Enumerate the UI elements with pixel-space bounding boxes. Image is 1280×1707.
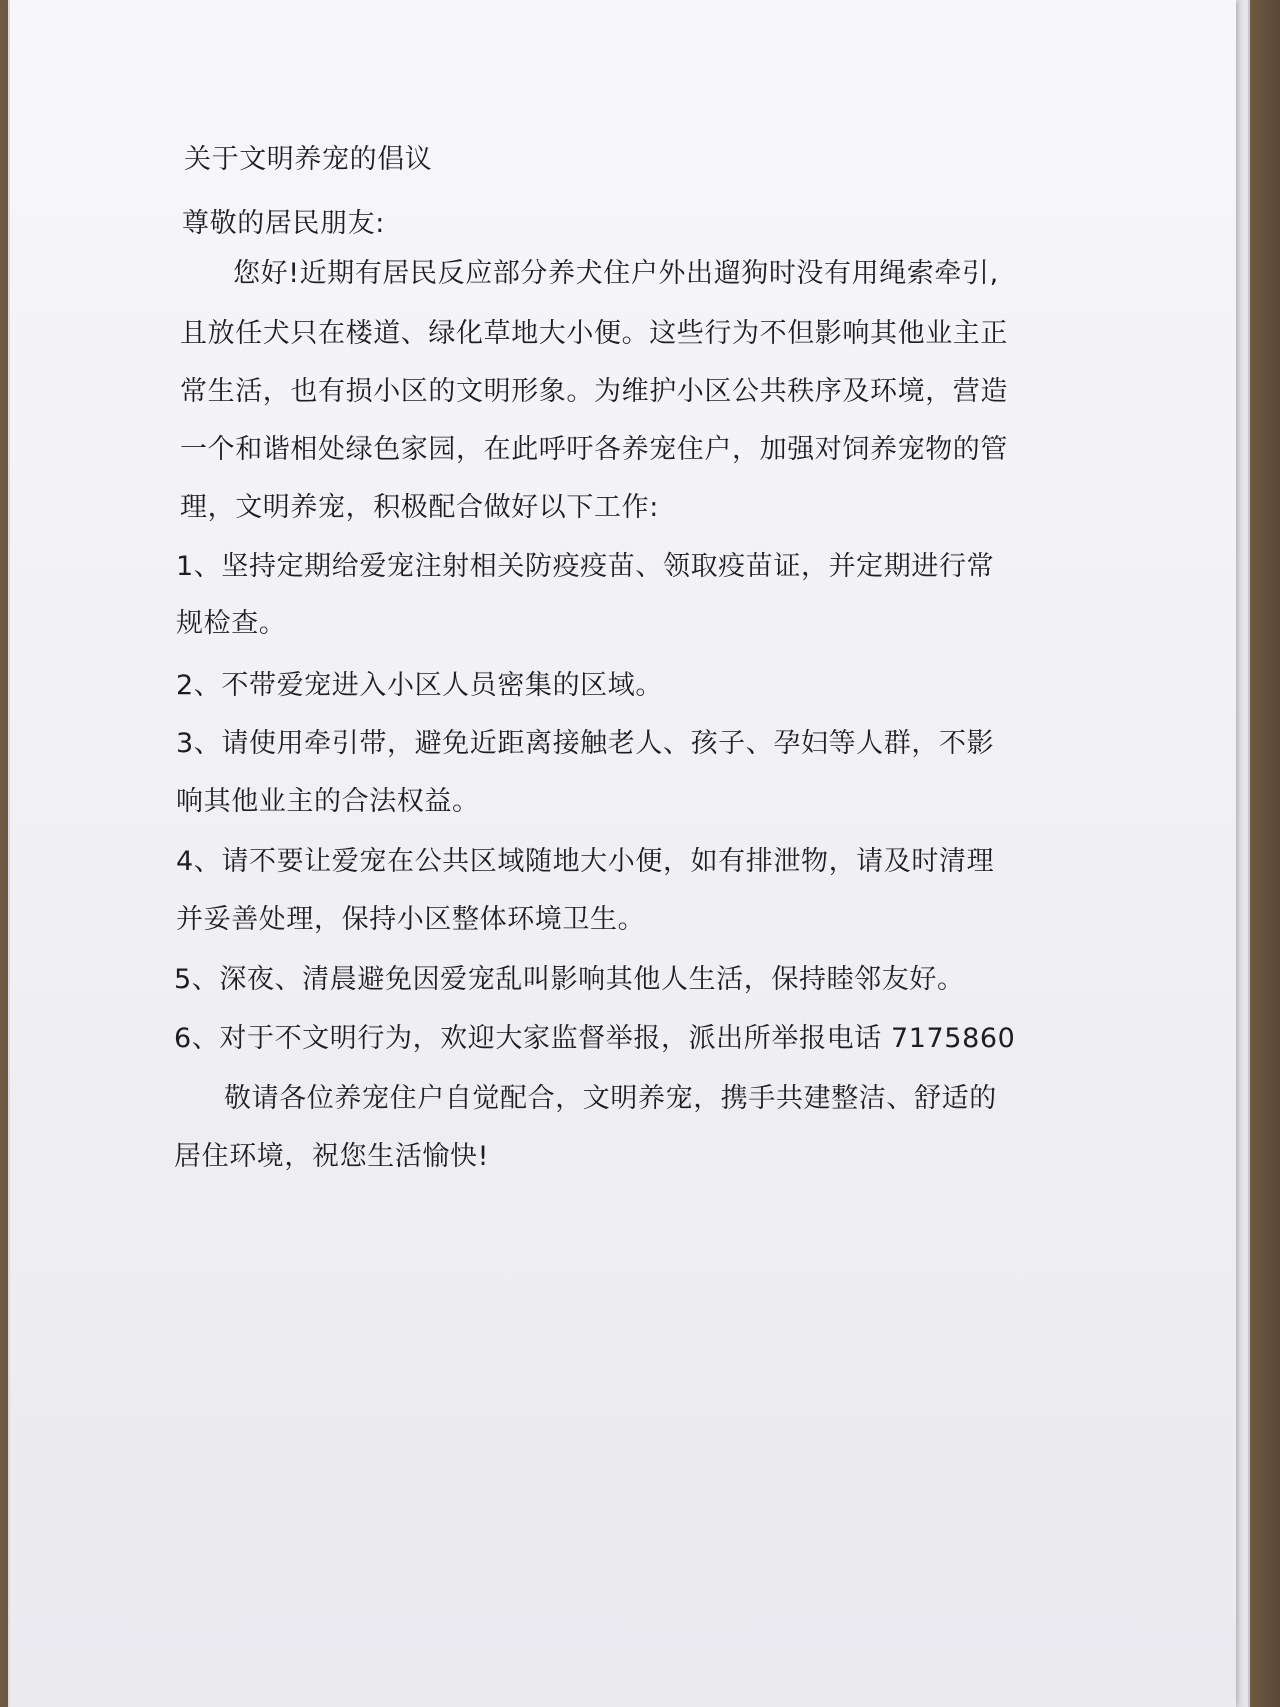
paragraph-line: 一个和谐相处绿色家园，在此呼吁各养宠住户，加强对饲养宠物的管 xyxy=(180,434,1008,465)
paragraph-line: 且放任犬只在楼道、绿化草地大小便。这些行为不但影响其他业主正 xyxy=(180,318,1008,349)
paragraph-line: 常生活，也有损小区的文明形象。为维护小区公共秩序及环境，营造 xyxy=(180,376,1008,407)
list-item-1-continued: 规检查。 xyxy=(176,608,287,639)
document-title: 关于文明养宠的倡议 xyxy=(184,144,433,175)
paper-sheet xyxy=(10,0,1236,1707)
list-item-6: 6、对于不文明行为，欢迎大家监督举报，派出所举报电话 7175860 xyxy=(174,1023,1016,1054)
list-item-4-continued: 并妥善处理，保持小区整体环境卫生。 xyxy=(176,904,646,935)
list-item-3: 3、请使用牵引带，避免近距离接触老人、孩子、孕妇等人群，不影 xyxy=(176,728,995,759)
list-item-4: 4、请不要让爱宠在公共区域随地大小便，如有排泄物，请及时清理 xyxy=(176,846,995,877)
salutation: 尊敬的居民朋友: xyxy=(182,208,385,239)
document-text xyxy=(10,0,1236,1707)
list-item-3-continued: 响其他业主的合法权益。 xyxy=(176,786,480,817)
list-item-2: 2、不带爱宠进入小区人员密集的区域。 xyxy=(176,670,663,701)
list-item-1: 1、坚持定期给爱宠注射相关防疫疫苗、领取疫苗证，并定期进行常 xyxy=(176,551,995,582)
paragraph-line: 您好!近期有居民反应部分养犬住户外出遛狗时没有用绳索牵引, xyxy=(233,258,999,289)
closing-line: 敬请各位养宠住户自觉配合，文明养宠，携手共建整洁、舒适的 xyxy=(224,1083,997,1114)
list-item-5: 5、深夜、清晨避免因爱宠乱叫影响其他人生活，保持睦邻友好。 xyxy=(174,964,965,995)
paragraph-line: 理，文明养宠，积极配合做好以下工作: xyxy=(180,492,659,523)
closing-line: 居住环境，祝您生活愉快! xyxy=(174,1141,490,1172)
